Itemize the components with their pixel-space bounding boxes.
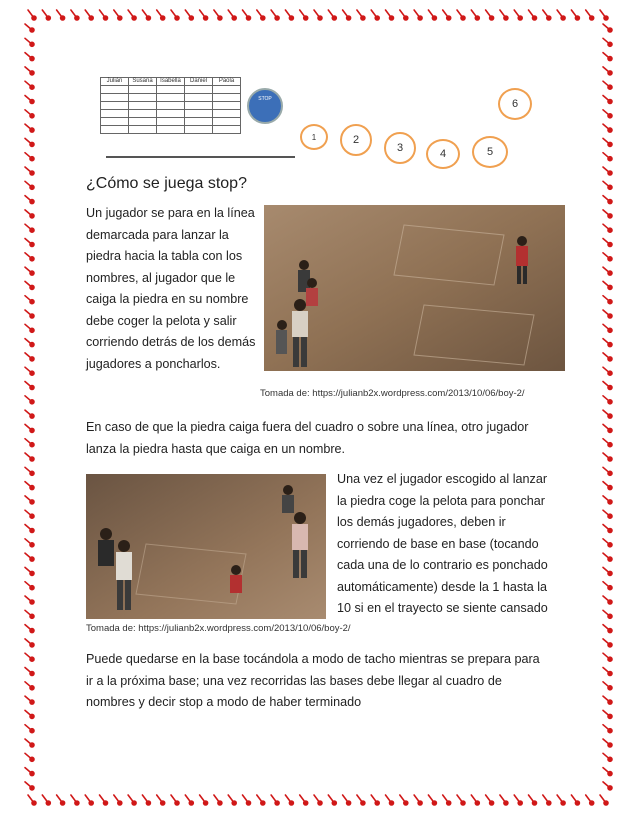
throw-line: [106, 156, 295, 158]
table-cell: [129, 126, 157, 134]
table-cell: [101, 110, 129, 118]
table-cell: [185, 94, 213, 102]
table-row: [101, 102, 241, 110]
paragraph-3: Una vez el jugador escogido al lanzar la piedra coge la pelota para ponchar los demás jugadores, deben ir corriendo de base en base (tocando cada una de lo contrario es ponchado automáticamente) desde la 1 hasta la 10 si en el trayecto se siente cansado: [337, 472, 548, 615]
table-cell: [129, 118, 157, 126]
table-header-cell: Paola: [213, 78, 241, 86]
base-4: 4: [426, 139, 460, 169]
table-header-cell: Julián: [101, 78, 129, 86]
table-cell: [157, 126, 185, 134]
table-cell: [185, 86, 213, 94]
base-5: 5: [472, 136, 508, 168]
paragraph-4: Puede quedarse en la base tocándola a modo de tacho mientras se prepara para ir a la próxima base; una vez recorridas las bases debe llegar al cuadro de nombres y decir stop a modo de haber terminado: [86, 652, 540, 709]
names-table: [100, 77, 241, 134]
table-cell: [101, 102, 129, 110]
table-cell: [213, 102, 241, 110]
table-cell: [157, 102, 185, 110]
page-title: ¿Cómo se juega stop?: [86, 175, 247, 192]
table-cell: [157, 110, 185, 118]
table-header-cell: Isabella: [157, 78, 185, 86]
table-cell: [129, 110, 157, 118]
base-2: 2: [340, 124, 372, 156]
stop-label: STOP: [258, 96, 272, 102]
paragraph-2: En caso de que la piedra caiga fuera del cuadro o sobre una línea, otro jugador lanza la piedra hasta que caiga en un nombre.: [86, 420, 529, 456]
photo-caption-1: Tomada de: https://julianb2x.wordpress.com/2013/10/06/boy-2/: [260, 388, 525, 399]
photo-children-playing-2: [86, 474, 326, 619]
table-cell: [157, 94, 185, 102]
photo-children-playing-1: [264, 205, 565, 371]
table-row: [101, 118, 241, 126]
paragraph-1: Un jugador se para en la línea demarcada para lanzar la piedra hacia la tabla con los nombres, al jugador que le caiga la piedra en su nombre debe coger la pelota y salir corriendo detrás de los demás jugadores a poncharlos.: [86, 206, 256, 371]
table-cell: [213, 110, 241, 118]
table-cell: [101, 94, 129, 102]
table-row: [101, 86, 241, 94]
base-6: 6: [498, 88, 532, 120]
table-cell: [213, 86, 241, 94]
table-cell: [185, 110, 213, 118]
table-cell: [101, 86, 129, 94]
table-cell: [129, 86, 157, 94]
table-cell: [185, 126, 213, 134]
table-cell: [185, 102, 213, 110]
table-cell: [129, 102, 157, 110]
table-cell: [213, 94, 241, 102]
stop-ball: [247, 88, 283, 124]
table-cell: [101, 118, 129, 126]
base-1: 1: [300, 124, 328, 150]
table-row: [101, 126, 241, 134]
table-row: [101, 110, 241, 118]
table-cell: [129, 94, 157, 102]
table-header-cell: Daniel: [185, 78, 213, 86]
table-cell: [213, 126, 241, 134]
photo-caption-2: Tomada de: https://julianb2x.wordpress.com/2013/10/06/boy-2/: [86, 623, 351, 634]
table-row: [101, 94, 241, 102]
table-cell: [213, 118, 241, 126]
table-cell: [157, 86, 185, 94]
table-header-cell: Susana: [129, 78, 157, 86]
table-cell: [101, 126, 129, 134]
base-3: 3: [384, 132, 416, 164]
table-cell: [157, 118, 185, 126]
table-cell: [185, 118, 213, 126]
